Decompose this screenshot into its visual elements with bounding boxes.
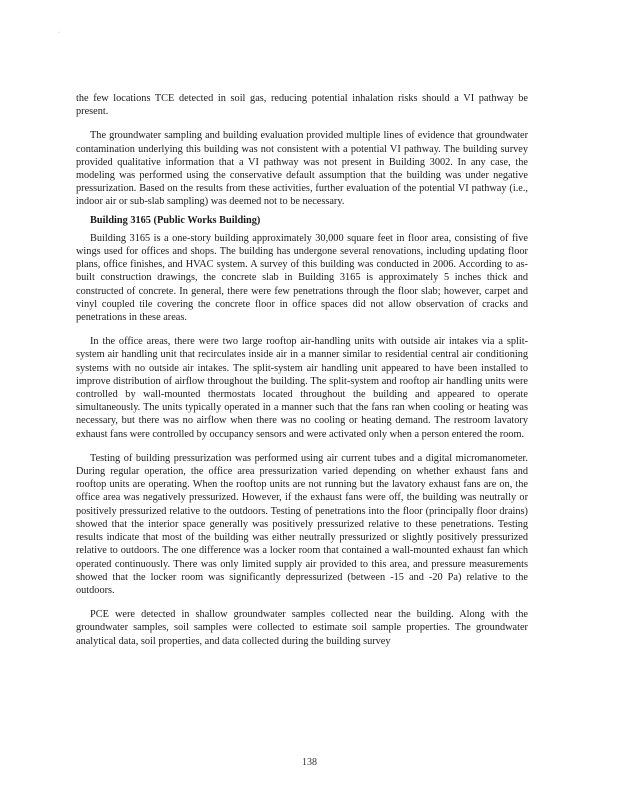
paragraph-groundwater-samples: PCE were detected in shallow groundwater samples collected near the building. Along with the groundwater samples, soil samples were collected to estimate soil sample properties. The groundwater analytical data, soil properties, and data collected during the building survey [76,609,528,647]
paragraph-continuation: the few locations TCE detected in soil gas, reducing potential inhalation risks should a VI pathway be present. [76,93,528,118]
paragraph-groundwater-evaluation: The groundwater sampling and building evaluation provided multiple lines of evidence that groundwater contamination underlying this building was not consistent with a potential VI pathway. The building survey provided qualitative information that a VI pathway was not present in Building 3002. In any case, the modeling was performed using the conservative default assumption that the building was under negative pressurization. Based on the results from these activities, further evaluation of the potential VI pathway (i.e., indoor air or sub-slab sampling) was deemed not to be necessary. [76,130,528,208]
paragraph-gap [76,324,528,335]
paragraph-gap [76,597,528,608]
page-corner-mark: · [58,30,60,36]
paragraph-hvac-description: In the office areas, there were two large rooftop air-handling units with outside air intakes via a split-system air handling unit that recirculates inside air in a manner similar to residential central air conditioning systems with no outside air intakes. The split-system air handling unit appeared to have been installed to improve distribution of airflow throughout the building. The split-system and rooftop air handling units were controlled by wall-mounted thermostats located throughout the building and appeared to operate simultaneously. The units typically operated in a manner such that the fans ran when cooling or heating was necessary, but there was no airflow when there was no cooling or heating demand. The restroom lavatory exhaust fans were controlled by occupancy sensors and were activated only when a person entered the room. [76,336,528,440]
paragraph-gap [76,118,528,129]
page-number: 138 [302,757,317,768]
section-heading: Building 3165 (Public Works Building) [90,214,261,226]
paragraph-building-description: Building 3165 is a one-story building approximately 30,000 square feet in floor area, consisting of five wings used for offices and shops. The building has undergone several renovations, including updating floor plans, office finishes, and HVAC system. A survey of this building was conducted in 2006. According to as-built construction drawings, the concrete slab in Building 3165 is approximately 5 inches thick and constructed of concrete. In general, there were few penetrations through the floor slab; however, carpet and vinyl coupled tile covering the concrete floor in office spaces did not allow observation of cracks and penetrations in these areas. [76,232,528,324]
document-body [76,92,528,648]
paragraph-pressurization-testing: Testing of building pressurization was performed using air current tubes and a digital micromanometer. During regular operation, the office area pressurization varied depending on whether exhaust fans and rooftop units are operating. When the rooftop units are not running but the lavatory exhaust fans are on, the office area was negatively pressurized. However, if the exhaust fans were off, the building was neutrally or positively pressurized relative to the outdoors. Testing of penetrations into the floor (principally floor drains) showed that the interior space generally was positively pressurized relative to these penetrations. Testing results indicate that most of the building was either neutrally pressurized or slightly positively pressurized relative to outdoors. The one difference was a locker room that contained a wall-mounted exhaust fan which operated continuously. There was only limited supply air provided to this area, and pressure measurements showed that the locker room was significantly depressurized (between -15 and -20 Pa) relative to the outdoors. [76,452,528,596]
paragraph-gap [76,441,528,452]
